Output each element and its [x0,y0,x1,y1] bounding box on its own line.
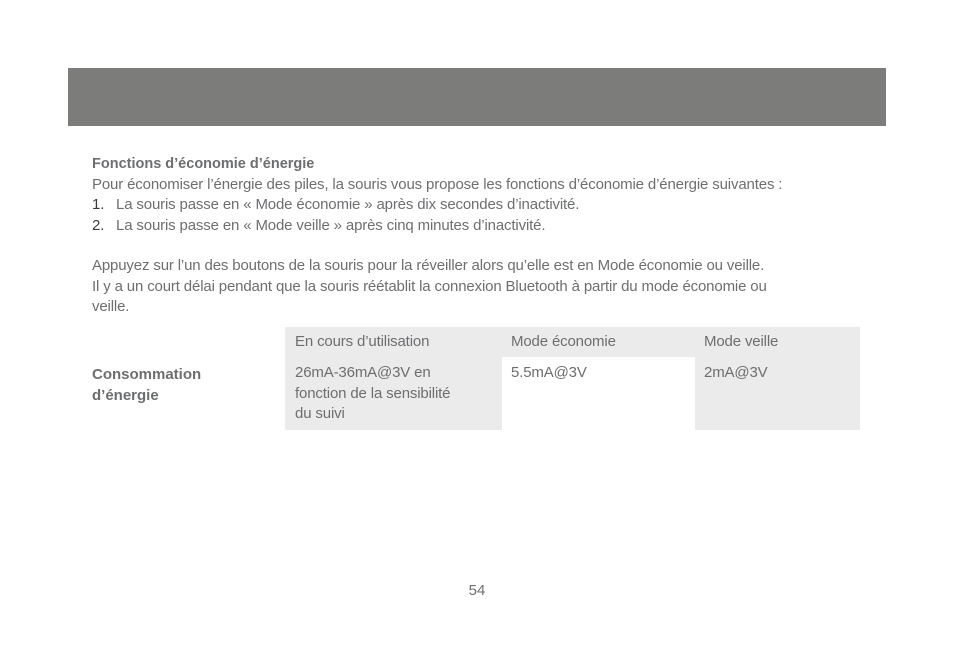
header-bar [68,68,886,126]
column-header-in-use: En cours d’utilisation [295,333,430,350]
value-line: 26mA-36mA@3V en [295,364,431,381]
value-line: fonction de la sensibilité [295,384,451,402]
list-item [92,195,882,216]
list-item-text: La souris passe en « Mode économie » après dix secondes d’inactivité. [116,196,580,213]
column-header-eco: Mode économie [511,333,616,350]
wake-up-text: Appuyez sur l’un des boutons de la souris pour la réveiller alors qu’elle est en Mode économie ou veille. [92,257,765,274]
list-item-number: 1. [92,196,105,213]
value-line: du suivi [295,405,345,422]
section-title: Fonctions d’économie d’énergie [92,156,315,172]
value-sleep: 2mA@3V [704,364,768,381]
row-label-line: Consommation [92,366,202,383]
energy-modes-list [92,195,882,236]
energy-saving-section [92,154,882,318]
spacer [92,236,882,256]
list-item-text: La souris passe en « Mode veille » après cinq minutes d’inactivité. [116,216,546,234]
delay-text-line1: Il y a un court délai pendant que la souris réétablit la connexion Bluetooth à partir du mode économie ou [92,277,767,295]
power-consumption-table [92,327,860,430]
column-header-sleep: Mode veille [704,333,779,350]
value-in-use [295,363,495,425]
delay-text-line2: veille. [92,298,130,315]
value-eco: 5.5mA@3V [511,364,587,381]
row-label-power-consumption [92,364,262,406]
intro-text: Pour économiser l’énergie des piles, la souris vous propose les fonctions d’économie d’énergie suivantes : [92,175,783,193]
row-label-line: d’énergie [92,387,159,404]
page-number: 54 [468,582,486,599]
list-item [92,216,882,237]
list-item-number: 2. [92,216,105,234]
